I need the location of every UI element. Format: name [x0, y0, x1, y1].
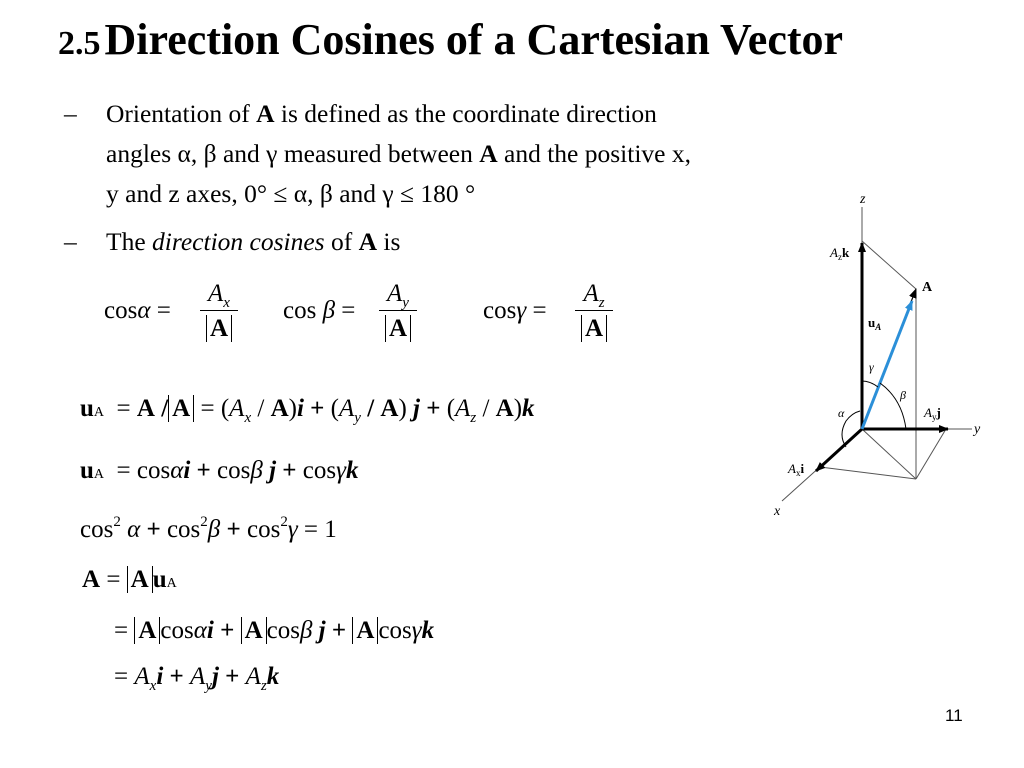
bullet-line-3: y and z axes, 0° ≤ α, β and γ ≤ 180 °: [106, 179, 476, 208]
text-segment: is: [377, 227, 401, 256]
axi-label: $A_xi$: [788, 461, 805, 478]
component-a: A: [387, 280, 403, 307]
gamma-symbol: γ: [516, 297, 527, 324]
guide-line: [916, 429, 946, 479]
axi-arrow: [816, 429, 862, 471]
magnitude-a: A: [581, 315, 607, 342]
guide-line: [862, 241, 916, 289]
expansion-components: = $A_xi + A_yj + A_zk$: [114, 663, 280, 694]
fraction-numerator: [379, 278, 417, 310]
cos-beta-lhs: [283, 296, 355, 326]
fraction-numerator: [200, 278, 238, 310]
z-axis-label: z: [860, 192, 866, 207]
slide-title: [58, 14, 843, 65]
title-text: Direction Cosines of a Cartesian Vector: [104, 15, 844, 64]
cos-gamma-fraction: [575, 278, 613, 345]
a-label: A: [922, 280, 933, 295]
equals-sign: =: [156, 297, 171, 324]
vector-diagram: [760, 185, 995, 525]
component-a: A: [583, 280, 599, 307]
unit-vector-equation: uA = $A / A = (A_x / A)i + (A_y / A) j + (A_z / A)k$: [80, 395, 535, 426]
guide-line: [820, 467, 916, 479]
gamma-arc: [862, 381, 878, 387]
fraction-denominator: [200, 311, 238, 345]
text-segment: is defined as the coordinate direction: [274, 99, 657, 128]
alpha-arc: [842, 411, 860, 447]
x-axis-label: x: [774, 504, 781, 519]
cos-beta-fraction: [379, 278, 417, 345]
bullet-line-1: [106, 94, 691, 134]
fraction-numerator: [575, 278, 613, 310]
cosine-identity: $\cos^2 \alpha + \cos^2\beta + \cos^2\gamma = 1$: [80, 514, 337, 543]
bullet-body: [106, 222, 400, 262]
alpha-symbol: α: [137, 297, 151, 324]
cos-alpha-lhs: [104, 296, 171, 326]
beta-symbol: β: [322, 297, 336, 324]
subscript: z: [598, 295, 605, 311]
vector-a: A: [256, 99, 275, 128]
magnitude-equation: A = A uA: [82, 566, 177, 593]
subscript: y: [402, 295, 409, 311]
ayj-label: $A_yj$: [924, 405, 941, 422]
bullet-line-2: [106, 134, 691, 174]
gamma-label: γ: [869, 360, 874, 374]
vector-a: A: [358, 227, 378, 256]
cos-alpha-fraction: [200, 278, 238, 345]
text-segment: Orientation of: [106, 99, 257, 128]
ua-label: $u_A$: [868, 315, 882, 332]
text-segment: The: [106, 227, 153, 256]
azk-label: $A_zk$: [830, 245, 850, 262]
subscript: x: [223, 295, 230, 311]
cos-text: cos: [104, 297, 138, 324]
cos-gamma-lhs: [483, 296, 547, 326]
bullet-body: [106, 94, 691, 214]
vector-a: A: [479, 139, 498, 168]
equals-sign: =: [341, 297, 356, 324]
cos-text: cos: [283, 297, 317, 324]
guide-line: [862, 429, 916, 479]
component-a: A: [208, 280, 224, 307]
y-axis-label: y: [974, 422, 981, 437]
cos-text: cos: [483, 297, 517, 324]
page-number: 11: [945, 706, 963, 725]
fraction-denominator: [379, 311, 417, 345]
magnitude-a: A: [206, 315, 232, 342]
direction-cosines-term: direction cosines: [152, 227, 325, 256]
text-segment: of: [324, 227, 359, 256]
text-segment: and the positive x,: [497, 139, 691, 168]
magnitude-a: A: [385, 315, 411, 342]
section-number: 2.5: [58, 25, 101, 62]
beta-label: β: [900, 388, 906, 402]
text-segment: angles α, β and γ measured between: [106, 139, 480, 168]
expansion-cosines: = A cosαi + A cosβ j + A cosγk: [114, 617, 435, 644]
bullet-dash: –: [64, 99, 77, 128]
equals-sign: =: [532, 297, 547, 324]
bullet-dash: –: [64, 227, 77, 256]
unit-vector-cosines: uA = cosαi + cosβ j + cosγk: [80, 457, 359, 484]
alpha-label: α: [838, 406, 845, 420]
fraction-denominator: [575, 311, 613, 345]
